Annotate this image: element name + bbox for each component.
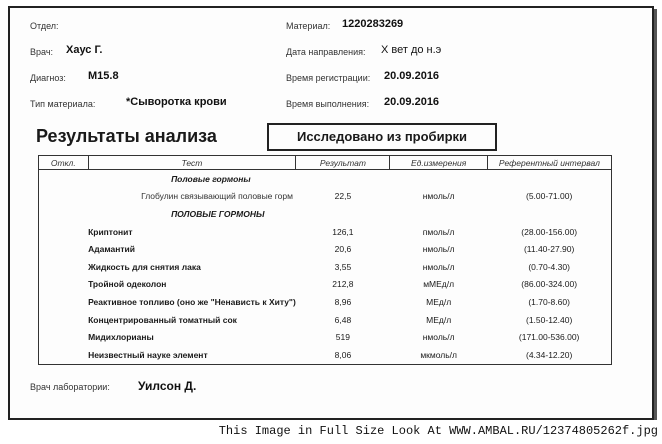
reference-cell: (1.70-8.60) bbox=[528, 296, 570, 307]
unit-cell bbox=[390, 205, 487, 223]
material-label: Материал: bbox=[286, 21, 331, 31]
deviation-cell bbox=[39, 258, 89, 276]
col-result-header: Результат bbox=[296, 156, 390, 170]
result-cell: 3,55 bbox=[334, 261, 352, 272]
deviation-cell bbox=[39, 170, 89, 188]
unit-cell: МЕд/л bbox=[426, 296, 452, 307]
diagnosis-label: Диагноз: bbox=[30, 73, 66, 83]
table-row bbox=[39, 346, 612, 364]
result-cell: 6,48 bbox=[334, 314, 352, 325]
test-name-cell: ПОЛОВЫЕ ГОРМОНЫ bbox=[171, 208, 265, 219]
registration-time-value: 20.09.2016 bbox=[384, 70, 440, 82]
page-title: Результаты анализа bbox=[36, 126, 217, 146]
unit-cell bbox=[390, 170, 487, 188]
reference-cell bbox=[487, 205, 611, 223]
reference-cell: (1.50-12.40) bbox=[525, 314, 573, 325]
col-deviation-header: Откл. bbox=[39, 156, 89, 170]
test-name-cell: Реактивное топливо (оно же "Ненависть к Хиту") bbox=[88, 296, 296, 307]
reference-cell: (5.00-71.00) bbox=[525, 191, 573, 202]
watermark-footer: This Image in Full Size Look At WWW.AMBAL.RU/12374805262f.jpg bbox=[0, 420, 662, 444]
result-cell: 519 bbox=[335, 332, 350, 343]
table-row bbox=[39, 223, 612, 241]
completion-time-value: 20.09.2016 bbox=[384, 96, 440, 108]
lab-doctor-value: Уилсон Д. bbox=[138, 379, 197, 393]
referral-date-value: Х вет до н.э bbox=[381, 44, 442, 56]
table-row bbox=[39, 188, 612, 206]
result-cell: 126,1 bbox=[332, 226, 354, 237]
table-row bbox=[39, 258, 612, 276]
col-unit-header: Ед.измерения bbox=[390, 156, 487, 170]
reference-cell: (86.00-324.00) bbox=[521, 279, 578, 290]
test-name-cell: Неизвестный науке элемент bbox=[88, 349, 208, 360]
table-row bbox=[39, 170, 612, 188]
result-cell: 22,5 bbox=[334, 191, 352, 202]
table-row bbox=[39, 240, 612, 258]
lab-doctor-label: Врач лаборатории: bbox=[30, 382, 110, 392]
result-cell: 212,8 bbox=[332, 279, 354, 290]
completion-time-label: Время выполнения: bbox=[286, 99, 370, 109]
results-table bbox=[38, 155, 612, 365]
referral-date-label: Дата направления: bbox=[286, 47, 366, 57]
deviation-cell bbox=[39, 205, 89, 223]
test-name-cell: Глобулин связывающий половые горм bbox=[141, 191, 293, 202]
result-cell: 8,96 bbox=[334, 296, 352, 307]
col-test-header: Тест bbox=[88, 156, 296, 170]
tube-note: Исследовано из пробирки bbox=[267, 123, 497, 151]
unit-cell: пмоль/л bbox=[422, 226, 455, 237]
test-name-cell: Тройной одеколон bbox=[88, 279, 167, 290]
unit-cell: мкмоль/л bbox=[420, 349, 457, 360]
doctor-label: Врач: bbox=[30, 47, 54, 57]
deviation-cell bbox=[39, 188, 89, 206]
reference-cell bbox=[487, 170, 611, 188]
test-name-cell: Адамантий bbox=[88, 244, 135, 255]
test-name-cell: Жидкость для снятия лака bbox=[88, 261, 201, 272]
unit-cell: мМЕд/л bbox=[423, 279, 455, 290]
table-row bbox=[39, 311, 612, 329]
doctor-value: Хаус Г. bbox=[66, 44, 103, 56]
material-value: 1220283269 bbox=[342, 18, 404, 30]
unit-cell: нмоль/л bbox=[422, 244, 455, 255]
unit-cell: нмоль/л bbox=[422, 261, 455, 272]
department-label: Отдел: bbox=[30, 21, 59, 31]
unit-cell: нмоль/л bbox=[422, 332, 455, 343]
reference-cell: (0.70-4.30) bbox=[528, 261, 570, 272]
test-name-cell: Криптонит bbox=[88, 226, 133, 237]
table-header-row bbox=[39, 156, 612, 170]
col-reference-header: Референтный интервал bbox=[487, 156, 611, 170]
reference-cell: (171.00-536.00) bbox=[518, 332, 580, 343]
deviation-cell bbox=[39, 311, 89, 329]
test-name-cell: Мидихлорианы bbox=[88, 332, 154, 343]
material-type-value: *Сыворотка крови bbox=[126, 96, 227, 108]
test-name-cell: Половые гормоны bbox=[171, 173, 251, 184]
result-cell bbox=[296, 205, 390, 223]
deviation-cell bbox=[39, 346, 89, 364]
deviation-cell bbox=[39, 276, 89, 294]
test-name-cell: Концентрированный томатный сок bbox=[88, 314, 237, 325]
result-cell: 20,6 bbox=[334, 244, 352, 255]
registration-time-label: Время регистрации: bbox=[286, 73, 371, 83]
diagnosis-value: M15.8 bbox=[88, 70, 119, 82]
table-row bbox=[39, 293, 612, 311]
reference-cell: (28.00-156.00) bbox=[521, 226, 578, 237]
unit-cell: нмоль/л bbox=[422, 191, 455, 202]
result-cell: 8,06 bbox=[334, 349, 352, 360]
results-body bbox=[39, 170, 612, 365]
deviation-cell bbox=[39, 328, 89, 346]
reference-cell: (4.34-12.20) bbox=[525, 349, 573, 360]
result-cell bbox=[296, 170, 390, 188]
table-row bbox=[39, 328, 612, 346]
deviation-cell bbox=[39, 223, 89, 241]
table-row bbox=[39, 276, 612, 294]
deviation-cell bbox=[39, 240, 89, 258]
reference-cell: (11.40-27.90) bbox=[523, 244, 575, 255]
material-type-label: Тип материала: bbox=[30, 99, 96, 109]
unit-cell: МЕд/л bbox=[426, 314, 452, 325]
table-row bbox=[39, 205, 612, 223]
deviation-cell bbox=[39, 293, 89, 311]
